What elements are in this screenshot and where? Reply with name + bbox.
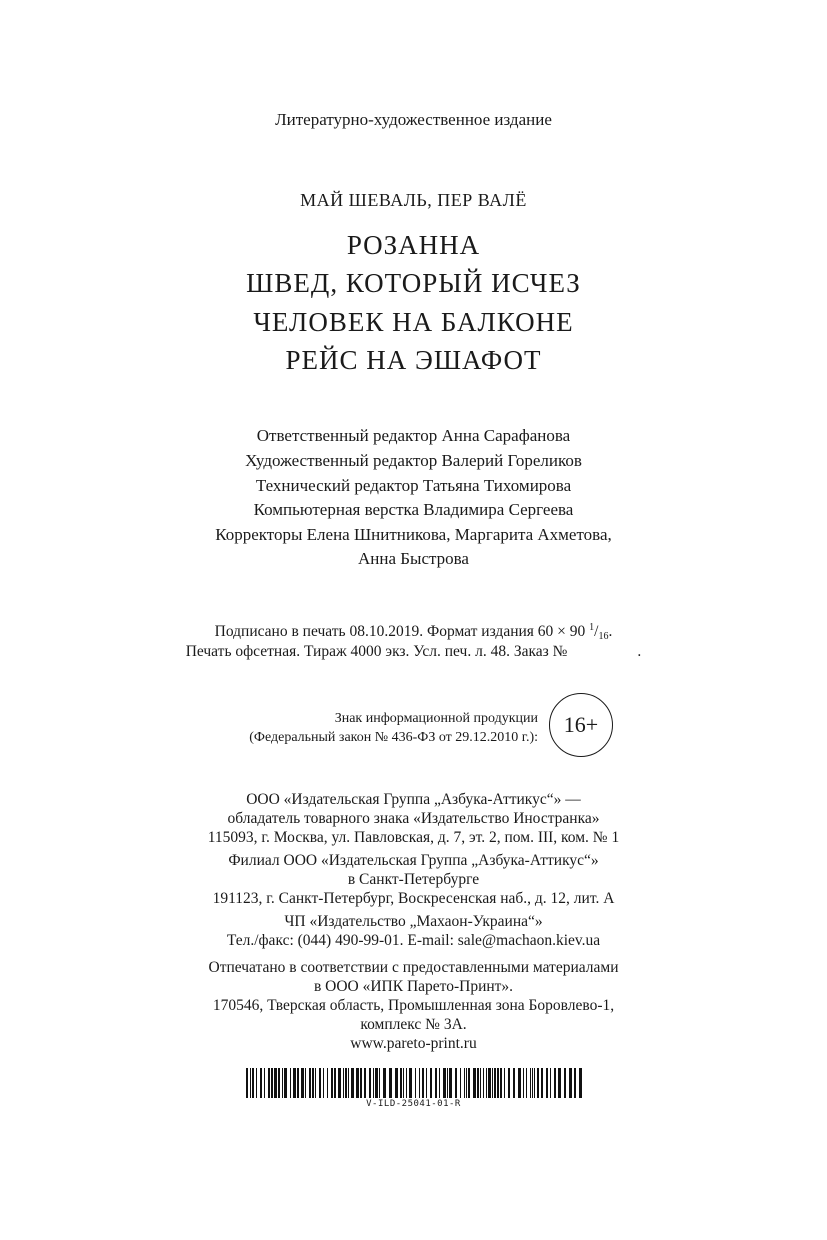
barcode-bar [422, 1068, 424, 1098]
barcode-bar [331, 1068, 333, 1098]
barcode-bar [464, 1068, 465, 1098]
barcode-bar [554, 1068, 556, 1098]
credit-line: Ответственный редактор Анна Сарафанова [256, 426, 571, 445]
credit-line: Компьютерная верстка Владимира Сергеева [253, 500, 574, 519]
barcode-bar [430, 1068, 432, 1098]
imprint-line: 115093, г. Москва, ул. Павловская, д. 7, эт. 2, пом. III, ком. № 1 [207, 829, 620, 846]
barcode-bar [468, 1068, 470, 1098]
barcode-bar [449, 1068, 452, 1098]
barcode-bar [319, 1068, 321, 1098]
barcode-bar [447, 1068, 448, 1098]
age-rating-text: 16+ [563, 712, 599, 737]
imprint-line: комплекс № 3А. [360, 1016, 467, 1033]
imprint-line: в ООО «ИПК Парето-Принт». [313, 978, 514, 995]
barcode-bar [500, 1068, 502, 1098]
barcode-bar [483, 1068, 484, 1098]
barcode-bar [345, 1068, 347, 1098]
barcode-bar [250, 1068, 251, 1098]
imprint-line: Отпечатано в соответствии с предоставленными материалами [208, 959, 619, 976]
imprint-line: 170546, Тверская область, Промышленная зона Боровлево-1, [212, 997, 615, 1014]
barcode-bar [305, 1068, 306, 1098]
format-numerator: 1 [589, 622, 595, 633]
print-line-1-end: . [608, 623, 613, 640]
barcode-bar [369, 1068, 371, 1098]
barcode-bar [301, 1068, 304, 1098]
credit-line: Технический редактор Татьяна Тихомирова [255, 476, 572, 495]
barcode-bar [486, 1068, 487, 1098]
barcode-bar [348, 1068, 349, 1098]
barcode-bar [523, 1068, 524, 1098]
barcode-bar [312, 1068, 314, 1098]
barcode-bar [569, 1068, 572, 1098]
barcode-bar [546, 1068, 548, 1098]
barcode-bar [334, 1068, 336, 1098]
format-denominator: 16 [598, 631, 609, 642]
barcode-bar [530, 1068, 531, 1098]
barcode-bar [271, 1068, 273, 1098]
barcode-bar [297, 1068, 299, 1098]
credit-line: Анна Быстрова [358, 549, 469, 568]
book-title: РЕЙС НА ЭШАФОТ [285, 345, 542, 375]
barcode-bar [564, 1068, 566, 1098]
barcode-bar [252, 1068, 254, 1098]
barcode-bar [400, 1068, 402, 1098]
barcode-bar [284, 1068, 287, 1098]
barcode-bar [513, 1068, 515, 1098]
barcode-bar [504, 1068, 505, 1098]
barcode-bar [315, 1068, 316, 1098]
barcode-bar [323, 1068, 324, 1098]
barcode-bar [550, 1068, 551, 1098]
barcode-bar [494, 1068, 496, 1098]
imprint-line: обладатель товарного знака «Издательство Иностранка» [227, 810, 600, 827]
barcode-bar [508, 1068, 510, 1098]
imprint-line: Филиал ООО «Издательская Группа „Азбука-Аттикус“» [228, 852, 599, 869]
barcode-bar [360, 1068, 362, 1098]
barcode-bar [351, 1068, 354, 1098]
imprint-line: Тел./факс: (044) 490-99-01. E-mail: sale@machaon.kiev.ua [226, 932, 601, 949]
barcode-bar [435, 1068, 437, 1098]
barcode-bar [518, 1068, 521, 1098]
barcode-bar [558, 1068, 561, 1098]
print-format-text: Подписано в печать 08.10.2019. Формат издания 60 × 90 [214, 623, 586, 640]
barcode-bar [264, 1068, 265, 1098]
barcode-bar [534, 1068, 535, 1098]
edition-type: Литературно-художественное издание [275, 110, 552, 129]
book-title: РОЗАННА [346, 230, 481, 260]
imprint-line: ЧП «Издательство „Махаон-Украина“» [284, 913, 543, 930]
info-sign-law: (Федеральный закон № 436-ФЗ от 29.12.2010 г.): [249, 730, 538, 745]
barcode-bar [574, 1068, 576, 1098]
imprint-line: 191123, г. Санкт-Петербург, Воскресенская наб., д. 12, лит. А [212, 890, 615, 907]
printer-website: www.pareto-print.ru [350, 1035, 477, 1052]
barcode-bar [395, 1068, 398, 1098]
barcode-bar [455, 1068, 457, 1098]
barcode-bar [426, 1068, 427, 1098]
barcode-bar [492, 1068, 493, 1098]
barcode-text: V-ILD-25041-01-R [366, 1099, 461, 1109]
barcode-bar [327, 1068, 328, 1098]
age-rating-badge [549, 693, 613, 757]
barcode-bar [309, 1068, 311, 1098]
book-title: ШВЕД, КОТОРЫЙ ИСЧЕЗ [246, 268, 581, 298]
barcode-bar [439, 1068, 440, 1098]
barcode-bar [526, 1068, 527, 1098]
barcode-bar [477, 1068, 479, 1098]
barcode-bar [278, 1068, 280, 1098]
barcode-bar [460, 1068, 461, 1098]
barcode-bar [379, 1068, 380, 1098]
barcode-bar [541, 1068, 543, 1098]
barcode-bar [497, 1068, 499, 1098]
barcode-bar [466, 1068, 467, 1098]
barcode-bar [389, 1068, 392, 1098]
barcode-bar [406, 1068, 407, 1098]
barcode-bar [373, 1068, 374, 1098]
credit-line: Художественный редактор Валерий Гореликов [245, 451, 582, 470]
barcode-bar [268, 1068, 270, 1098]
barcode-bar [480, 1068, 481, 1098]
barcode-bar [364, 1068, 366, 1098]
barcode-bar [343, 1068, 344, 1098]
barcode-bar [403, 1068, 404, 1098]
barcode-bar [356, 1068, 359, 1098]
print-line-2-end: . [637, 643, 642, 660]
barcode-bar [415, 1068, 416, 1098]
imprint-line: ООО «Издательская Группа „Азбука-Аттикус“» — [246, 791, 581, 808]
barcode-bar [473, 1068, 476, 1098]
print-info-line-2 [0, 643, 827, 661]
barcode-bar [419, 1068, 420, 1098]
book-title: ЧЕЛОВЕК НА БАЛКОНЕ [253, 307, 574, 337]
authors: МАЙ ШЕВАЛЬ, ПЕР ВАЛЁ [300, 190, 527, 210]
barcode-bar [290, 1068, 291, 1098]
barcode-bar [532, 1068, 533, 1098]
barcode-bar [338, 1068, 341, 1098]
barcode-bar [282, 1068, 283, 1098]
imprint-line: в Санкт-Петербурге [347, 871, 480, 888]
barcode-bar [293, 1068, 296, 1098]
barcode-bar [537, 1068, 539, 1098]
barcode-bar [409, 1068, 412, 1098]
barcode-bar [488, 1068, 491, 1098]
barcode-bar [375, 1068, 378, 1098]
barcode-bar [579, 1068, 582, 1098]
barcode-bar [383, 1068, 386, 1098]
credit-line: Корректоры Елена Шнитникова, Маргарита Ахметова, [215, 525, 612, 544]
barcode-bar [256, 1068, 257, 1098]
barcode-bar [274, 1068, 277, 1098]
info-sign-label: Знак информационной продукции [334, 711, 538, 726]
barcode-bar [260, 1068, 262, 1098]
print-info-line-1: Подписано в печать 08.10.2019. Формат издания 60 × 90 $^1$/16. [214, 622, 613, 642]
barcode-bar [246, 1068, 248, 1098]
barcode-bar [443, 1068, 446, 1098]
print-run-text: Печать офсетная. Тираж 4000 экз. Усл. печ. л. 48. Заказ № [185, 643, 568, 660]
barcode [246, 1068, 582, 1098]
